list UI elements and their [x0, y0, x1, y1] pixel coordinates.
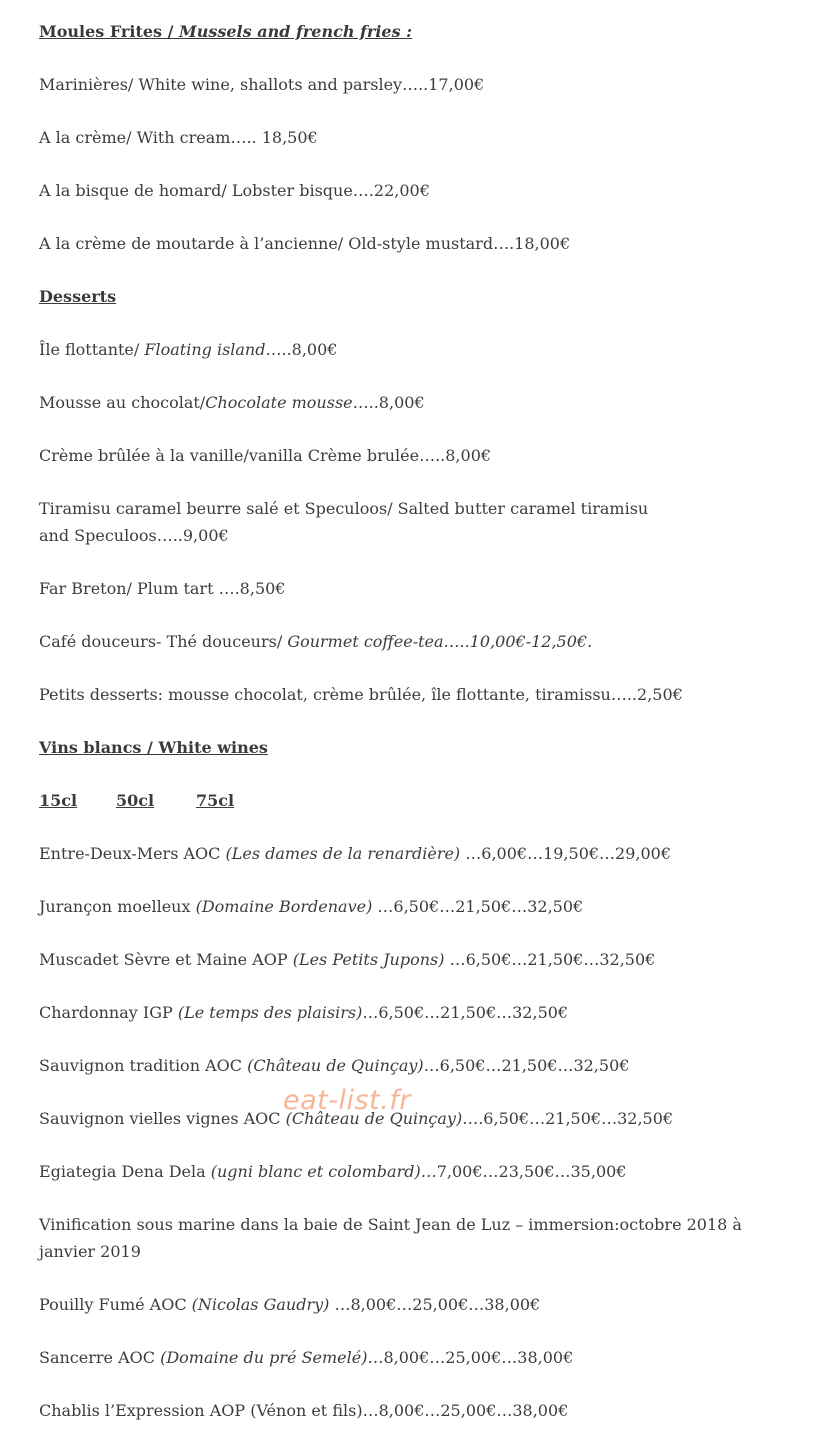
wine-item: Pouilly Fumé AOC (Nicolas Gaudry) …8,00€…25,00€…38,00€ [39, 1295, 541, 1314]
watermark: eat-list.fr [283, 1085, 411, 1116]
wine-item: Jurançon moelleux (Domaine Bordenave) …6,50€…21,50€…32,50€ [39, 897, 584, 916]
wine-item: Entre-Deux-Mers AOC (Les dames de la renardière) …6,00€…19,50€…29,00€ [39, 844, 672, 863]
menu-item: Petits desserts: mousse chocolat, crème brûlée, île flottante, tiramissu…..2,50€ [39, 685, 683, 704]
wine-item: Muscadet Sèvre et Maine AOP (Les Petits Jupons) …6,50€…21,50€…32,50€ [39, 950, 656, 969]
menu-item: A la crème de moutarde à l’ancienne/ Old-style mustard….18,00€ [39, 234, 571, 253]
wine-item: Sauvignon tradition AOC (Château de Quinçay)…6,50€…21,50€…32,50€ [39, 1056, 630, 1075]
menu-item: Tiramisu caramel beurre salé et Speculoos/ Salted butter caramel tiramisu and Speculoos…..9,00€ [39, 499, 649, 545]
size-columns [39, 787, 799, 814]
menu-item: Café douceurs- Thé douceurs/ Gourmet coffee-tea…..10,00€-12,50€. [39, 632, 593, 651]
wine-item: Chardonnay IGP (Le temps des plaisirs)…6,50€…21,50€…32,50€ [39, 1003, 569, 1022]
size-label: 50cl [116, 791, 155, 810]
moules-heading: Moules Frites / Mussels and french fries : [39, 22, 413, 41]
menu-item: Far Breton/ Plum tart ….8,50€ [39, 579, 286, 598]
wine-item: Chablis l’Expression AOP (Vénon et fils)…8,00€…25,00€…38,00€ [39, 1401, 569, 1420]
menu-item: Mousse au chocolat/Chocolate mousse…..8,00€ [39, 393, 425, 412]
vinification-note: Vinification sous marine dans la baie de Saint Jean de Luz – immersion:octobre 2018 à janvier 2019 [39, 1215, 742, 1261]
white-wines-heading: Vins blancs / White wines [39, 738, 268, 757]
menu-item: Crème brûlée à la vanille/vanilla Crème brulée…..8,00€ [39, 446, 492, 465]
desserts-heading: Desserts [39, 287, 117, 306]
size-label: 75cl [196, 791, 235, 810]
menu-item: Marinières/ White wine, shallots and parsley…..17,00€ [39, 75, 485, 94]
wine-item: Sauvignon vielles vignes AOC (Château de Quinçay)….6,50€…21,50€…32,50€ [39, 1109, 674, 1128]
menu-item: A la crème/ With cream….. 18,50€ [39, 128, 318, 147]
wine-item: Egiategia Dena Dela (ugni blanc et colombard)…7,00€…23,50€…35,00€ [39, 1162, 627, 1181]
menu-content [39, 18, 799, 1450]
size-label: 15cl [39, 791, 78, 810]
menu-item: Île flottante/ Floating island…..8,00€ [39, 340, 338, 359]
wine-item: Sancerre AOC (Domaine du pré Semelé)…8,00€…25,00€…38,00€ [39, 1348, 574, 1367]
menu-item: A la bisque de homard/ Lobster bisque….22,00€ [39, 181, 430, 200]
